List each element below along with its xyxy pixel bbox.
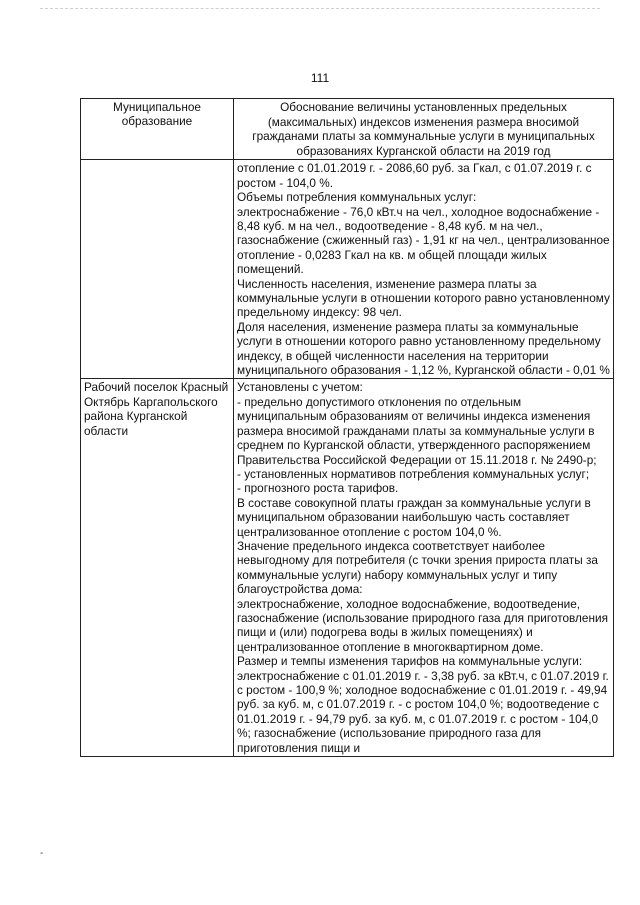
paragraph: Доля населения, изменение размера платы за коммунальные услуги в отношении которого равно установленному предельному индексу, в общей численности населения на территории муниципального образования - 1,12 %, Курганской области - 0,01 % (237, 319, 610, 378)
header-justification: Обоснование величины установленных предельных (максимальных) индексов изменения размера вносимой гражданами платы за коммунальные услуги в муниципальных образованиях Курганской области на 2019 год (234, 99, 614, 160)
paragraph: - прогнозного роста тарифов. (237, 481, 399, 496)
paragraph: электроснабжение - 76,0 кВт.ч на чел., холодное водоснабжение - 8,48 куб. м на чел., водоотведение - 8,48 куб. м на чел., газоснабжение (сжиженный газ) - 1,91 кг на чел., централизованное отопление - 0,0283 Гкал на кв. м общей площади жилых помещений. (237, 204, 610, 277)
page-number: 111 (310, 71, 330, 85)
paragraph: - установленных нормативов потребления коммунальных услуг; (237, 466, 590, 481)
paragraph: Размер и темпы изменения тарифов на коммунальные услуги: (237, 654, 583, 669)
paragraph: Численность населения, изменение размера платы за коммунальные услуги в отношении которого равно установленному предельному индексу: 98 чел. (237, 276, 610, 320)
table-row (81, 160, 614, 379)
tariff-justification-table (80, 98, 614, 757)
table-header-row (81, 99, 614, 160)
scan-edge-line (40, 8, 600, 10)
paragraph: - предельно допустимого отклонения по отдельным муниципальным образованиям от величины индекса изменения размера вносимой гражданами платы за коммунальные услуги в среднем по Курганской области, утвержденного распоряжением Правительства Российской Федерации от 15.11.2018 г. № 2490-р; (237, 394, 597, 467)
paragraph: В составе совокупной платы граждан за коммунальные услуги в муниципальном образовании наибольшую часть составляет централизованное отопление с ростом 104,0 %. (237, 495, 591, 539)
row1-justification (234, 160, 614, 379)
paragraph: отопление с 01.01.2019 г. - 2086,60 руб. за Гкал, с 01.07.2019 г. с ростом - 104,0 %. (237, 161, 592, 190)
paragraph: Объемы потребления коммунальных услуг: (237, 190, 477, 205)
paragraph: Значение предельного индекса соответствует наиболее невыгодному для потребителя (с точки зрения прироста платы за коммунальные услуги) набору коммунальных услуг и типу благоустройства дома: (237, 538, 598, 597)
row2-municipality: Рабочий поселок Красный Октябрь Каргапольского района Курганской области (81, 379, 234, 757)
header-municipality: Муниципальное образование (81, 99, 234, 160)
table-row (81, 379, 614, 757)
row2-justification (234, 379, 614, 757)
paragraph: электроснабжение, холодное водоснабжение, водоотведение, газоснабжение (использование природного газа для приготовления пищи и (или) подогрева воды в жилых помещениях) и централизованное отопление в многоквартирном доме. (237, 596, 608, 654)
row1-municipality (81, 160, 234, 379)
paragraph: Установлены с учетом: (237, 380, 363, 395)
scan-mark: - (40, 848, 44, 859)
paragraph: электроснабжение с 01.01.2019 г. - 3,38 руб. за кВт.ч, с 01.07.2019 г. с ростом - 100,9 %; холодное водоснабжение с 01.01.2019 г. - 49,94 руб. за куб. м, с 01.07.2019 г. - с ростом 104,0 %; водоотведение с 01.01.2019 г. - 94,79 руб. за куб. м, с 01.07.2019 г. с ростом - 104,0 %; газоснабжение (использование природного газа для приготовления пищи и (237, 668, 609, 755)
